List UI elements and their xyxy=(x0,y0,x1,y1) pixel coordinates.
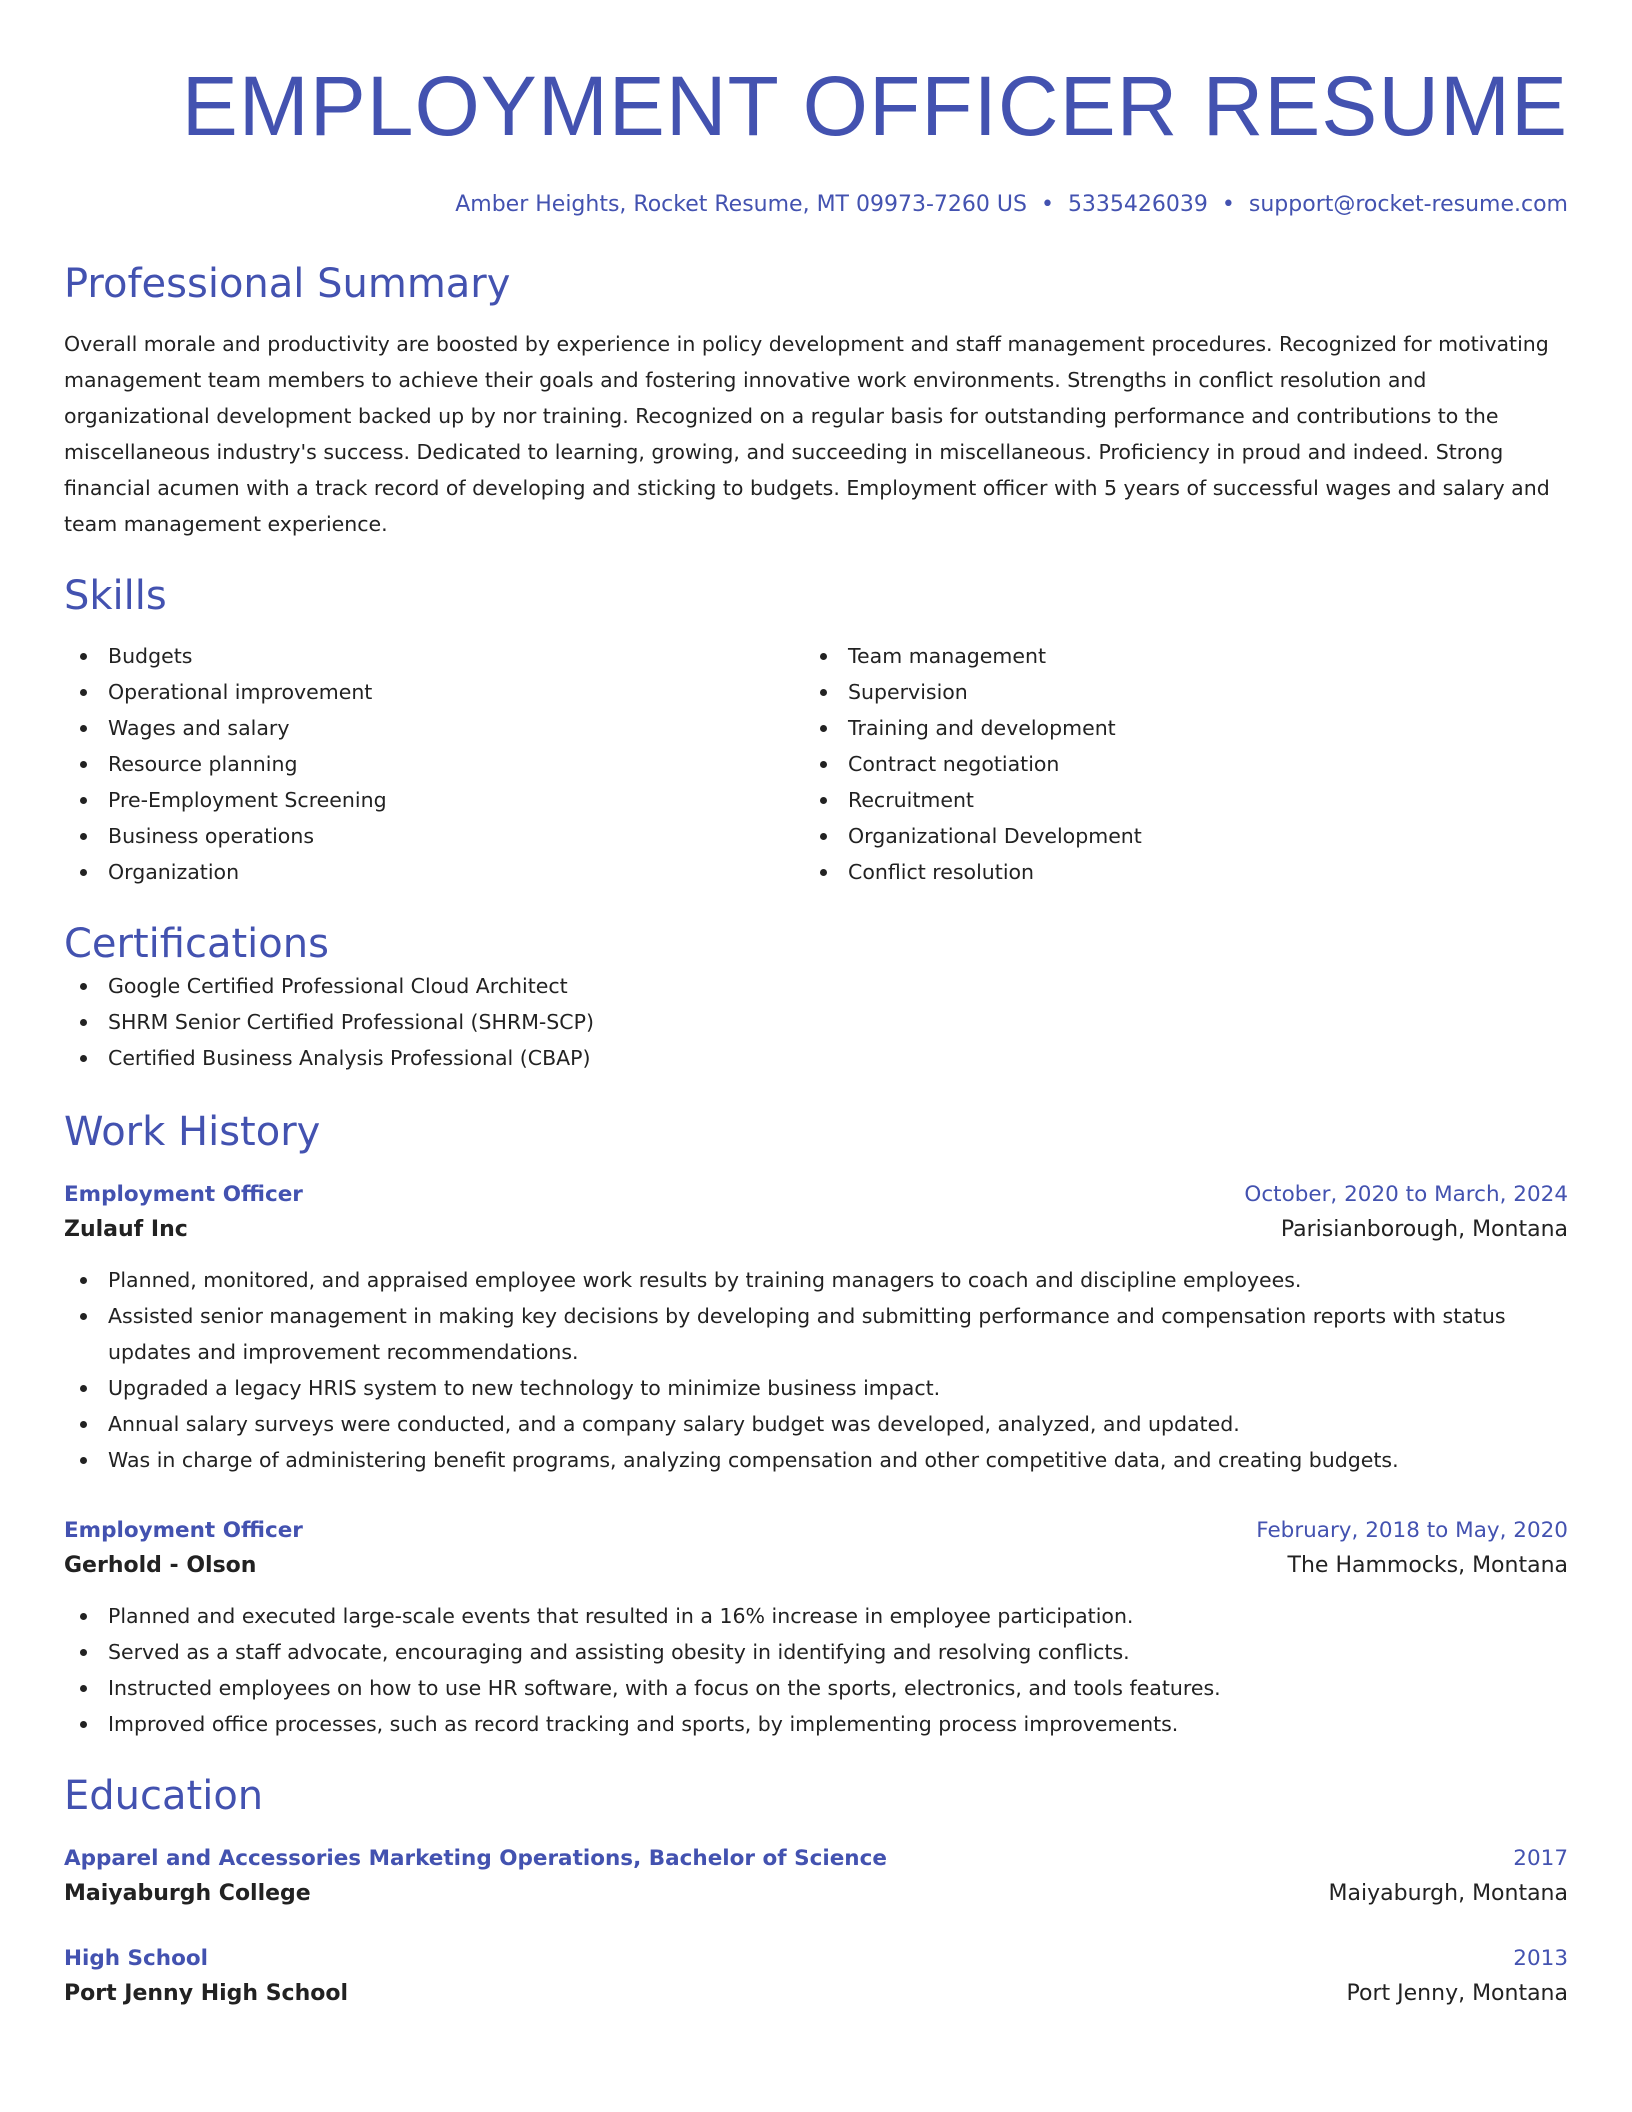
education-degree: Apparel and Accessories Marketing Operations, Bachelor of Science xyxy=(64,1846,887,1871)
certifications-list xyxy=(64,968,1568,1076)
bullet-icon xyxy=(80,725,87,732)
skill-item: Business operations xyxy=(64,818,804,854)
bullet-icon xyxy=(80,1421,87,1428)
skill-item: Team management xyxy=(804,638,1544,674)
contact-line xyxy=(64,190,1568,220)
job-bullet: Upgraded a legacy HRIS system to new technology to minimize business impact. xyxy=(64,1370,1568,1406)
education-entry xyxy=(64,1842,1568,1912)
skill-item: Contract negotiation xyxy=(804,746,1544,782)
job-bullet: Instructed employees on how to use HR software, with a focus on the sports, electronics, and tools features. xyxy=(64,1670,1568,1706)
education-location: Maiyaburgh, Montana xyxy=(1328,1881,1568,1906)
bullet-icon xyxy=(80,797,87,804)
job-bullet: Was in charge of administering benefit programs, analyzing compensation and other competitive data, and creating budgets. xyxy=(64,1442,1568,1478)
contact-separator: • xyxy=(1221,192,1235,217)
education-location: Port Jenny, Montana xyxy=(1346,1981,1568,2006)
job-role: Employment Officer xyxy=(64,1182,303,1207)
bullet-icon xyxy=(820,653,827,660)
job-role: Employment Officer xyxy=(64,1518,303,1543)
bullet-icon xyxy=(80,1613,87,1620)
bullet-icon xyxy=(80,689,87,696)
education-heading: Education xyxy=(64,1773,264,1819)
job-entry xyxy=(64,1178,1568,1478)
skill-item: Conflict resolution xyxy=(804,854,1544,890)
education-degree: High School xyxy=(64,1946,208,1971)
certification-item: Certified Business Analysis Professional (CBAP) xyxy=(64,1040,1568,1076)
contact-separator: • xyxy=(1040,192,1054,217)
skill-item: Resource planning xyxy=(64,746,804,782)
bullet-icon xyxy=(820,833,827,840)
bullet-icon xyxy=(80,869,87,876)
job-location: Parisianborough, Montana xyxy=(1280,1217,1568,1242)
bullet-icon xyxy=(80,1457,87,1464)
job-dates: October, 2020 to March, 2024 xyxy=(1244,1182,1568,1207)
bullet-icon xyxy=(820,869,827,876)
certifications-heading: Certifications xyxy=(64,921,329,967)
skill-item: Supervision xyxy=(804,674,1544,710)
contact-address: Amber Heights, Rocket Resume, MT 09973-7260 US xyxy=(455,192,1027,217)
bullet-icon xyxy=(80,1649,87,1656)
bullet-icon xyxy=(80,1685,87,1692)
education-year: 2013 xyxy=(1513,1946,1568,1971)
job-company: Zulauf Inc xyxy=(64,1217,188,1242)
bullet-icon xyxy=(80,1019,87,1026)
job-bullet: Assisted senior management in making key decisions by developing and submitting performance and compensation reports with status updates and improvement recommendations. xyxy=(64,1298,1568,1370)
job-bullets xyxy=(64,1598,1568,1742)
skills-list-left xyxy=(64,638,804,890)
bullet-icon xyxy=(80,1721,87,1728)
skills-columns xyxy=(64,638,1568,890)
skill-item: Wages and salary xyxy=(64,710,804,746)
job-bullet: Planned, monitored, and appraised employee work results by training managers to coach and discipline employees. xyxy=(64,1262,1568,1298)
skills-heading: Skills xyxy=(64,573,167,619)
bullet-icon xyxy=(80,833,87,840)
skill-item: Pre-Employment Screening xyxy=(64,782,804,818)
job-bullet: Planned and executed large-scale events that resulted in a 16% increase in employee participation. xyxy=(64,1598,1568,1634)
job-bullet: Annual salary surveys were conducted, and a company salary budget was developed, analyzed, and updated. xyxy=(64,1406,1568,1442)
job-location: The Hammocks, Montana xyxy=(1287,1553,1568,1578)
skills-list-right xyxy=(804,638,1544,890)
job-company: Gerhold - Olson xyxy=(64,1553,257,1578)
education-school: Port Jenny High School xyxy=(64,1981,349,2006)
skill-item: Organization xyxy=(64,854,804,890)
summary-heading: Professional Summary xyxy=(64,261,511,307)
summary-text: Overall morale and productivity are boosted by experience in policy development and staff management procedures. Recognized for motivating management team members to achieve their goals and fostering innovative work environments. Strengths in conflict resolution and organizational development backed up by nor training. Recognized on a regular basis for outstanding performance and contributions to the miscellaneous industry's success. Dedicated to learning, growing, and succeeding in miscellaneous. Proficiency in proud and indeed. Strong financial acumen with a track record of developing and sticking to budgets. Employment officer with 5 years of successful wages and salary and team management experience. xyxy=(64,332,1550,536)
bullet-icon xyxy=(820,725,827,732)
job-dates: February, 2018 to May, 2020 xyxy=(1256,1518,1568,1543)
education-school: Maiyaburgh College xyxy=(64,1881,311,1906)
certification-item: SHRM Senior Certified Professional (SHRM-SCP) xyxy=(64,1004,1568,1040)
skill-item: Operational improvement xyxy=(64,674,804,710)
job-entry xyxy=(64,1514,1568,1742)
education-year: 2017 xyxy=(1513,1846,1568,1871)
work-history-heading: Work History xyxy=(64,1109,321,1155)
bullet-icon xyxy=(80,653,87,660)
bullet-icon xyxy=(80,1313,87,1320)
skill-item: Budgets xyxy=(64,638,804,674)
job-bullet: Improved office processes, such as record tracking and sports, by implementing process improvements. xyxy=(64,1706,1568,1742)
skill-item: Recruitment xyxy=(804,782,1544,818)
bullet-icon xyxy=(80,761,87,768)
bullet-icon xyxy=(820,761,827,768)
contact-phone: 5335426039 xyxy=(1067,192,1208,217)
education-entry xyxy=(64,1942,1568,2012)
bullet-icon xyxy=(80,1055,87,1062)
bullet-icon xyxy=(80,983,87,990)
certification-item: Google Certified Professional Cloud Architect xyxy=(64,968,1568,1004)
job-bullet: Served as a staff advocate, encouraging and assisting obesity in identifying and resolving conflicts. xyxy=(64,1634,1568,1670)
skill-item: Training and development xyxy=(804,710,1544,746)
skill-item: Organizational Development xyxy=(804,818,1544,854)
bullet-icon xyxy=(80,1277,87,1284)
contact-email: support@rocket-resume.com xyxy=(1248,192,1568,217)
bullet-icon xyxy=(80,1385,87,1392)
job-bullets xyxy=(64,1262,1568,1478)
bullet-icon xyxy=(820,797,827,804)
bullet-icon xyxy=(820,689,827,696)
resume-title: EMPLOYMENT OFFICER RESUME xyxy=(181,59,1568,153)
